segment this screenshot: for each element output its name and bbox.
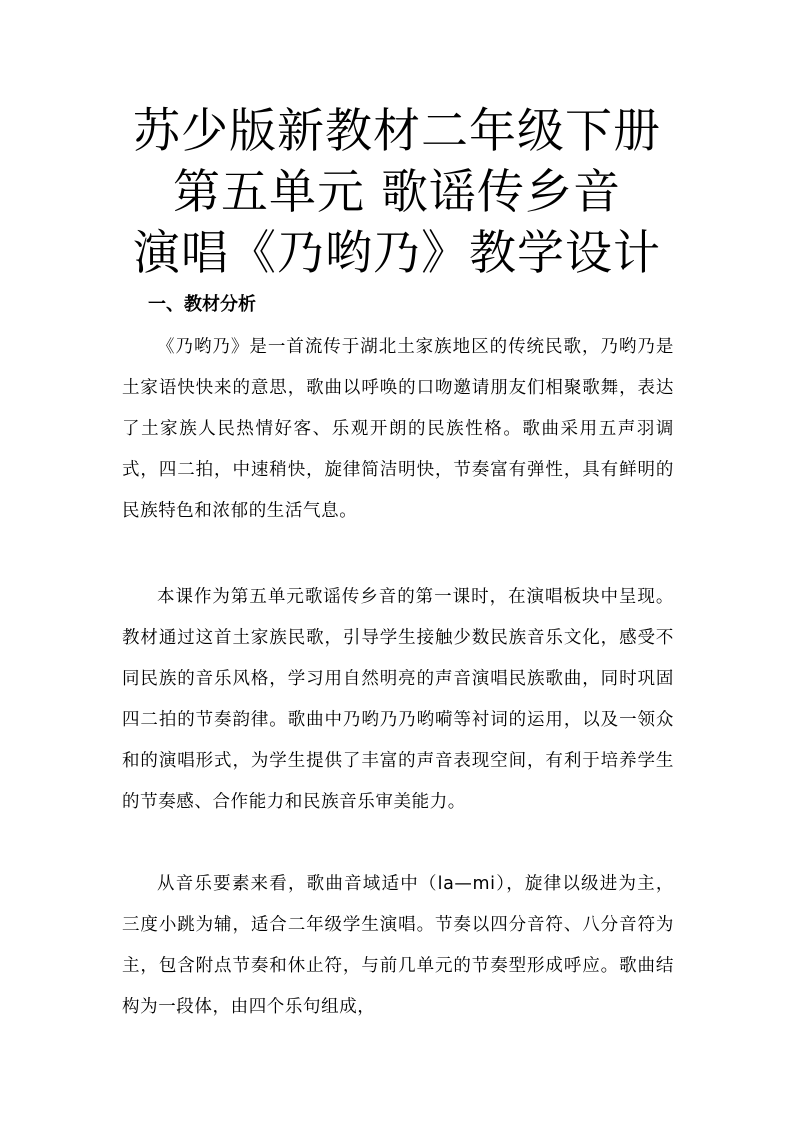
paragraph-3: 从音乐要素来看，歌曲音域适中（la—mi），旋律以级进为主，三度小跳为辅，适合二年级学生演唱。节奏以四分音符、八分音符为主，包含附点节奏和休止符，与前几单元的节奏型形成呼应。歌曲结构为一段体，由四个乐句组成， (122, 874, 674, 1017)
title-line-1: 苏少版新教材二年级下册 (133, 104, 661, 159)
title-line-3: 演唱《乃哟乃》教学设计 (133, 226, 661, 281)
paragraph-1: 《乃哟乃》是一首流传于湖北土家族地区的传统民歌，乃哟乃是土家语快快来的意思，歌曲以呼唤的口吻邀请朋友们相聚歌舞，表达了土家族人民热情好客、乐观开朗的民族性格。歌曲采用五声羽调式，四二拍，中速稍快，旋律简洁明快，节奏富有弹性，具有鲜明的民族特色和浓郁的生活气息。 (122, 337, 674, 521)
section-heading: 一、教材分析 (148, 294, 256, 315)
paragraph-2: 本课作为第五单元歌谣传乡音的第一课时，在演唱板块中呈现。教材通过这首土家族民歌，引导学生接触少数民族音乐文化，感受不同民族的音乐风格，学习用自然明亮的声音演唱民族歌曲，同时巩固四二拍的节奏韵律。歌曲中乃哟乃乃哟嗬等衬词的运用，以及一领众和的演唱形式，为学生提供了丰富的声音表现空间，有利于培养学生的节奏感、合作能力和民族音乐审美能力。 (122, 587, 674, 812)
title-line-2: 第五单元 歌谣传乡音 (173, 165, 621, 220)
